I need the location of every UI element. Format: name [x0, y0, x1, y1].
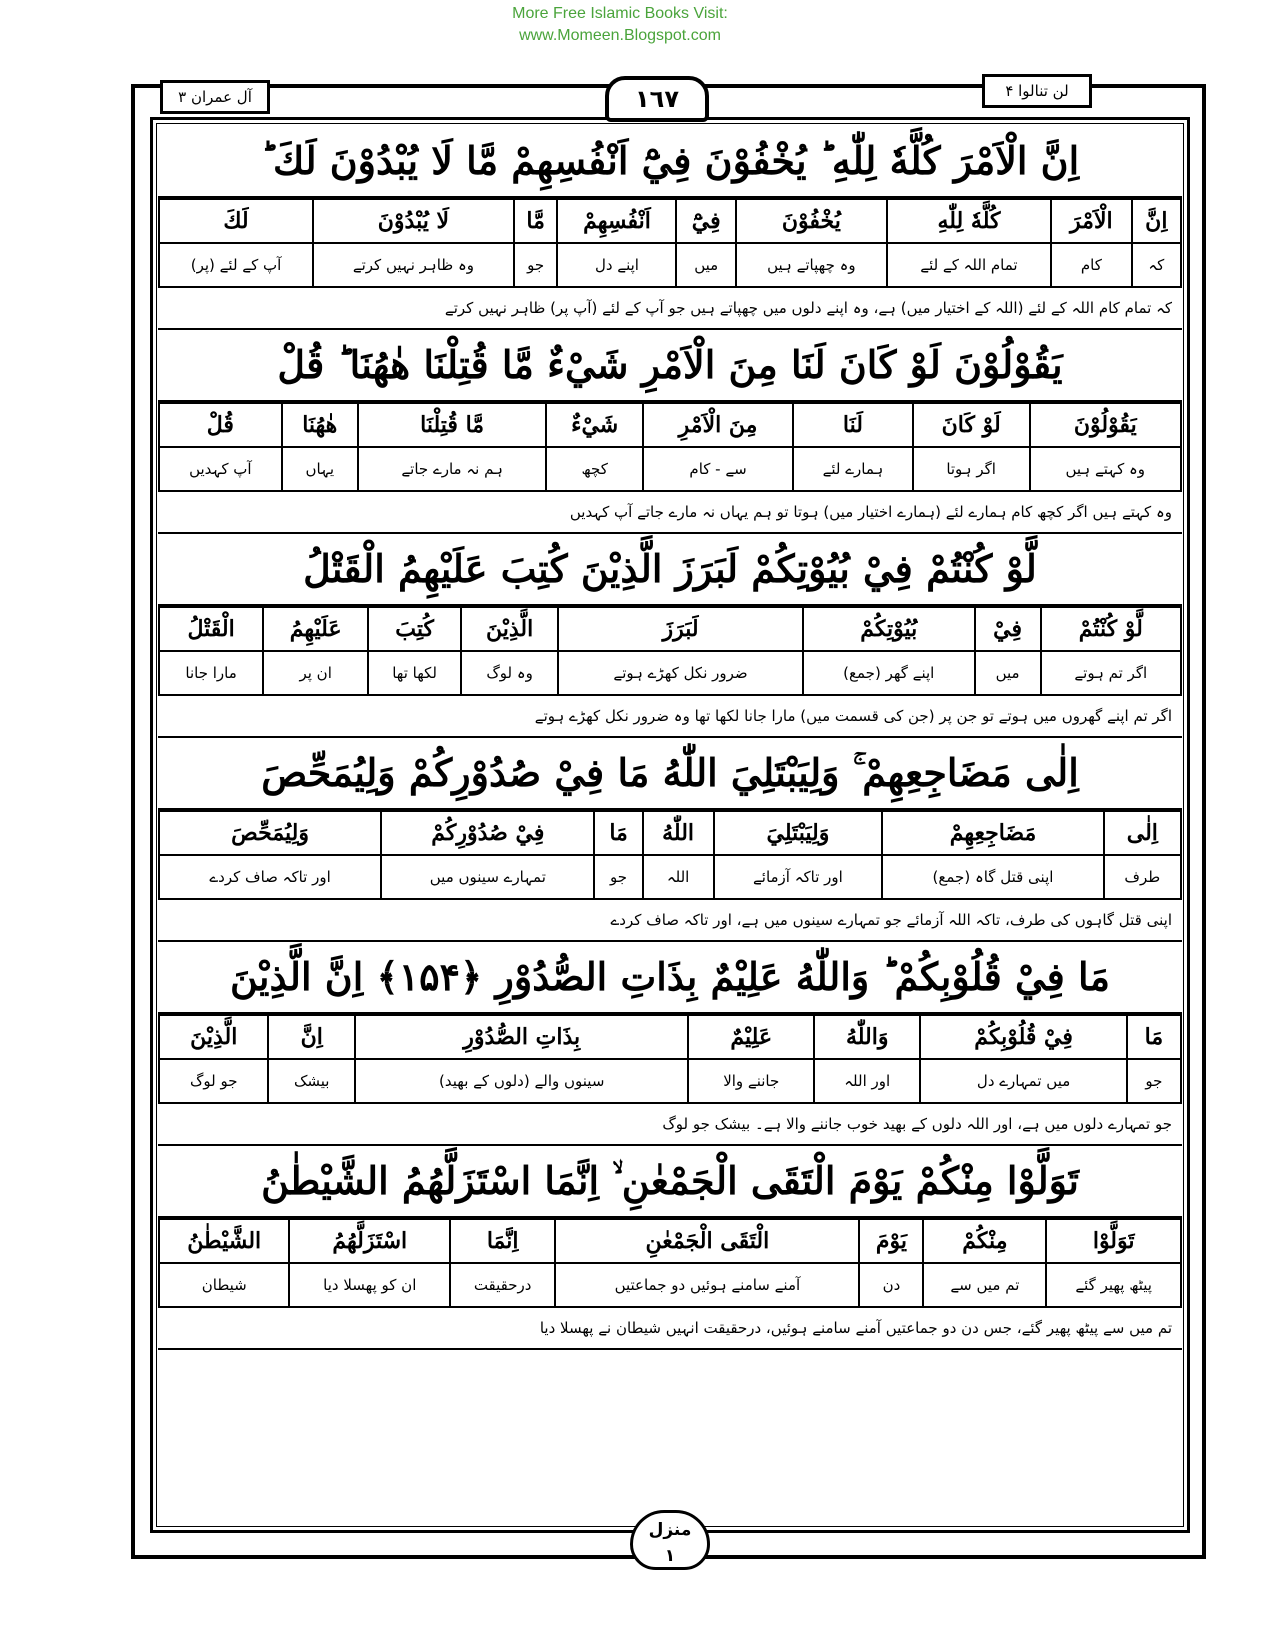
- urdu-meaning: جاننے والا: [688, 1059, 814, 1103]
- arabic-word: فِيْٓ: [676, 199, 735, 243]
- arabic-word: وَاللّٰهُ: [814, 1015, 920, 1059]
- urdu-meaning: اپنے دل: [557, 243, 676, 287]
- verse-block: [158, 942, 1182, 1146]
- page-content: [158, 126, 1182, 1516]
- arabic-word: وَلِيَبْتَلِيَ: [714, 811, 883, 855]
- urdu-meaning: وہ لوگ: [461, 651, 558, 695]
- urdu-meaning: اپنے گھر (جمع): [803, 651, 975, 695]
- urdu-meaning: ان پر: [263, 651, 368, 695]
- urdu-meanings-row: [159, 1263, 1181, 1307]
- urdu-translation: کہ تمام کام اللہ کے لئے (اللہ کے اختیار میں) ہے، وہ اپنے دلوں میں چھپاتے ہیں جو آپ کے لئے (آپ پر) ظاہر نہیں کرتے: [158, 288, 1182, 330]
- word-by-word-table: [158, 810, 1182, 900]
- arabic-word: لَا يُبْدُوْنَ: [313, 199, 514, 243]
- urdu-meaning: کام: [1051, 243, 1132, 287]
- arabic-word: يَقُوْلُوْنَ: [1030, 403, 1181, 447]
- urdu-meaning: تمہارے سینوں میں: [381, 855, 594, 899]
- urdu-meaning: وہ کہتے ہیں: [1030, 447, 1181, 491]
- urdu-meaning: پیٹھ پھیر گئے: [1046, 1263, 1181, 1307]
- arabic-words-row: [159, 199, 1181, 243]
- urdu-meaning: سے - کام: [643, 447, 793, 491]
- arabic-word: بِذَاتِ الصُّدُوْرِ: [355, 1015, 688, 1059]
- urdu-meaning: ان کو پھسلا دیا: [289, 1263, 450, 1307]
- urdu-meaning: بیشک: [268, 1059, 355, 1103]
- arabic-word: اِنَّ: [268, 1015, 355, 1059]
- urdu-meaning: دن: [859, 1263, 923, 1307]
- urdu-meaning: اللہ: [643, 855, 714, 899]
- arabic-word: شَيْءٌ: [546, 403, 643, 447]
- arabic-words-row: [159, 1015, 1181, 1059]
- arabic-word: تَوَلَّوْا: [1046, 1219, 1181, 1263]
- arabic-word: عَلِيْمٌ: [688, 1015, 814, 1059]
- arabic-word: مِنَ الْاَمْرِ: [643, 403, 793, 447]
- urdu-meaning: ضرور نکل کھڑے ہوتے: [558, 651, 803, 695]
- urdu-meaning: جو: [1127, 1059, 1181, 1103]
- urdu-meaning: کچھ: [546, 447, 643, 491]
- arabic-words-row: [159, 403, 1181, 447]
- arabic-word: فِيْ صُدُوْرِكُمْ: [381, 811, 594, 855]
- arabic-word: لَنَا: [793, 403, 913, 447]
- surah-label: آل عمران ۳: [160, 80, 270, 114]
- urdu-translation: جو تمہارے دلوں میں ہے، اور اللہ دلوں کے بھید خوب جاننے والا ہے۔ بیشک جو لوگ: [158, 1104, 1182, 1146]
- word-by-word-table: [158, 1218, 1182, 1308]
- urdu-meaning: وہ ظاہر نہیں کرتے: [313, 243, 514, 287]
- urdu-meaning: وہ چھپاتے ہیں: [736, 243, 887, 287]
- arabic-word: كُلَّهٗ لِلّٰهِ: [887, 199, 1051, 243]
- urdu-translation: تم میں سے پیٹھ پھیر گئے، جس دن دو جماعتیں آمنے سامنے ہوئیں، درحقیقت انہیں شیطان نے پھسلا دیا: [158, 1308, 1182, 1350]
- arabic-word: اللّٰهُ: [643, 811, 714, 855]
- verse-block: [158, 534, 1182, 738]
- para-label: لن تنالوا ۴: [982, 74, 1092, 108]
- arabic-word: لَبَرَزَ: [558, 607, 803, 651]
- arabic-word: الشَّيْطٰنُ: [159, 1219, 289, 1263]
- urdu-translation: وہ کہتے ہیں اگر کچھ کام ہمارے لئے (ہمارے اختیار میں) ہوتا تو ہم یہاں نہ مارے جاتے آپ کہدیں: [158, 492, 1182, 534]
- arabic-word: مَّا: [514, 199, 558, 243]
- urdu-meaning: اور تاکہ آزمائے: [714, 855, 883, 899]
- urdu-meaning: اگر تم ہوتے: [1041, 651, 1181, 695]
- word-by-word-table: [158, 198, 1182, 288]
- urdu-meaning: آپ کہدیں: [159, 447, 282, 491]
- arabic-word: عَلَيْهِمُ: [263, 607, 368, 651]
- arabic-word: يَوْمَ: [859, 1219, 923, 1263]
- urdu-meaning: مارا جانا: [159, 651, 263, 695]
- urdu-meaning: کہ: [1132, 243, 1181, 287]
- urdu-meaning: سینوں والے (دلوں کے بھید): [355, 1059, 688, 1103]
- manzil-badge: [630, 1510, 710, 1570]
- verse-block: [158, 1146, 1182, 1350]
- arabic-word: مَّا قُتِلْنَا: [358, 403, 547, 447]
- urdu-meaning: آپ کے لئے (پر): [159, 243, 313, 287]
- promo-link[interactable]: [0, 26, 1240, 46]
- urdu-meaning: یہاں: [282, 447, 358, 491]
- arabic-word: بُيُوْتِكُمْ: [803, 607, 975, 651]
- arabic-words-row: [159, 607, 1181, 651]
- arabic-word: لَوْ كَانَ: [913, 403, 1030, 447]
- page-number: ١٦٧: [605, 76, 709, 122]
- urdu-meaning: آمنے سامنے ہوئیں دو جماعتیں: [555, 1263, 859, 1307]
- arabic-word: مَا: [1127, 1015, 1181, 1059]
- arabic-word: كُتِبَ: [368, 607, 461, 651]
- arabic-word: لَكَ: [159, 199, 313, 243]
- verse-text: يَقُوْلُوْنَ لَوْ كَانَ لَنَا مِنَ الْاَمْرِ شَيْءٌ مَّا قُتِلْنَا هٰهُنَا ؕ قُلْ: [158, 330, 1182, 402]
- verse-text: اِنَّ الْاَمْرَ كُلَّهٗ لِلّٰهِ ؕ يُخْفُوْنَ فِيْٓ اَنْفُسِهِمْ مَّا لَا يُبْدُوْنَ لَكَ ؕ: [158, 126, 1182, 198]
- urdu-meanings-row: [159, 1059, 1181, 1103]
- urdu-meaning: تم میں سے: [923, 1263, 1046, 1307]
- arabic-word: هٰهُنَا: [282, 403, 358, 447]
- arabic-word: الْقَتْلُ: [159, 607, 263, 651]
- urdu-meaning: میں: [676, 243, 735, 287]
- arabic-word: قُلْ: [159, 403, 282, 447]
- arabic-word: اِلٰى: [1104, 811, 1181, 855]
- manzil-label: منزل: [648, 1520, 692, 1540]
- arabic-word: الْتَقَى الْجَمْعٰنِ: [555, 1219, 859, 1263]
- arabic-word: مَا: [594, 811, 642, 855]
- verse-text: مَا فِيْ قُلُوْبِكُمْ ؕ وَاللّٰهُ عَلِيْمٌ بِذَاتِ الصُّدُوْرِ ﴿۱۵۴﴾ اِنَّ الَّذِيْنَ: [158, 942, 1182, 1014]
- promo-link-text[interactable]: www.Momeen.Blogspot.com: [519, 27, 721, 44]
- urdu-meaning: اور تاکہ صاف کردے: [159, 855, 381, 899]
- urdu-meaning: اپنی قتل گاہ (جمع): [882, 855, 1103, 899]
- word-by-word-table: [158, 402, 1182, 492]
- urdu-meaning: جو: [514, 243, 558, 287]
- verse-block: [158, 330, 1182, 534]
- urdu-meaning: ہم نہ مارے جاتے: [358, 447, 547, 491]
- urdu-meanings-row: [159, 855, 1181, 899]
- arabic-word: فِيْ: [975, 607, 1041, 651]
- arabic-word: مِنْكُمْ: [923, 1219, 1046, 1263]
- arabic-word: اَنْفُسِهِمْ: [557, 199, 676, 243]
- urdu-meanings-row: [159, 651, 1181, 695]
- urdu-meanings-row: [159, 447, 1181, 491]
- urdu-meaning: درحقیقت: [450, 1263, 555, 1307]
- verse-text: اِلٰى مَضَاجِعِهِمْ ۚ وَلِيَبْتَلِيَ اللّٰهُ مَا فِيْ صُدُوْرِكُمْ وَلِيُمَحِّصَ: [158, 738, 1182, 810]
- urdu-meaning: جو لوگ: [159, 1059, 268, 1103]
- verse-block: [158, 738, 1182, 942]
- arabic-words-row: [159, 1219, 1181, 1263]
- arabic-word: لَّوْ كُنْتُمْ: [1041, 607, 1181, 651]
- urdu-translation: اپنی قتل گاہوں کی طرف، تاکہ اللہ آزمائے جو تمہارے سینوں میں ہے، اور تاکہ صاف کردے: [158, 900, 1182, 942]
- urdu-meaning: میں تمہارے دل: [920, 1059, 1126, 1103]
- word-by-word-table: [158, 1014, 1182, 1104]
- arabic-word: الْاَمْرَ: [1051, 199, 1132, 243]
- verse-text: تَوَلَّوْا مِنْكُمْ يَوْمَ الْتَقَى الْجَمْعٰنِ ۙ اِنَّمَا اسْتَزَلَّهُمُ الشَّيْطٰنُ: [158, 1146, 1182, 1218]
- urdu-meaning: اور اللہ: [814, 1059, 920, 1103]
- arabic-word: الَّذِيْنَ: [461, 607, 558, 651]
- verse-text: لَّوْ كُنْتُمْ فِيْ بُيُوْتِكُمْ لَبَرَزَ الَّذِيْنَ كُتِبَ عَلَيْهِمُ الْقَتْلُ: [158, 534, 1182, 606]
- urdu-meanings-row: [159, 243, 1181, 287]
- urdu-meaning: ہمارے لئے: [793, 447, 913, 491]
- arabic-word: يُخْفُوْنَ: [736, 199, 887, 243]
- manzil-number: ١: [664, 1546, 676, 1566]
- promo-line-1: More Free Islamic Books Visit:: [512, 5, 728, 22]
- arabic-words-row: [159, 811, 1181, 855]
- verse-block: [158, 126, 1182, 330]
- urdu-meaning: طرف: [1104, 855, 1181, 899]
- arabic-word: الَّذِيْنَ: [159, 1015, 268, 1059]
- arabic-word: مَضَاجِعِهِمْ: [882, 811, 1103, 855]
- urdu-meaning: شیطان: [159, 1263, 289, 1307]
- arabic-word: اسْتَزَلَّهُمُ: [289, 1219, 450, 1263]
- arabic-word: اِنَّمَا: [450, 1219, 555, 1263]
- word-by-word-table: [158, 606, 1182, 696]
- urdu-meaning: تمام اللہ کے لئے: [887, 243, 1051, 287]
- urdu-meaning: اگر ہوتا: [913, 447, 1030, 491]
- urdu-meaning: جو: [594, 855, 642, 899]
- arabic-word: اِنَّ: [1132, 199, 1181, 243]
- arabic-word: وَلِيُمَحِّصَ: [159, 811, 381, 855]
- urdu-meaning: میں: [975, 651, 1041, 695]
- arabic-word: فِيْ قُلُوْبِكُمْ: [920, 1015, 1126, 1059]
- urdu-meaning: لکھا تھا: [368, 651, 461, 695]
- urdu-translation: اگر تم اپنے گھروں میں ہوتے تو جن پر (جن کی قسمت میں) مارا جانا لکھا تھا وہ ضرور نکل کھڑے ہوتے: [158, 696, 1182, 738]
